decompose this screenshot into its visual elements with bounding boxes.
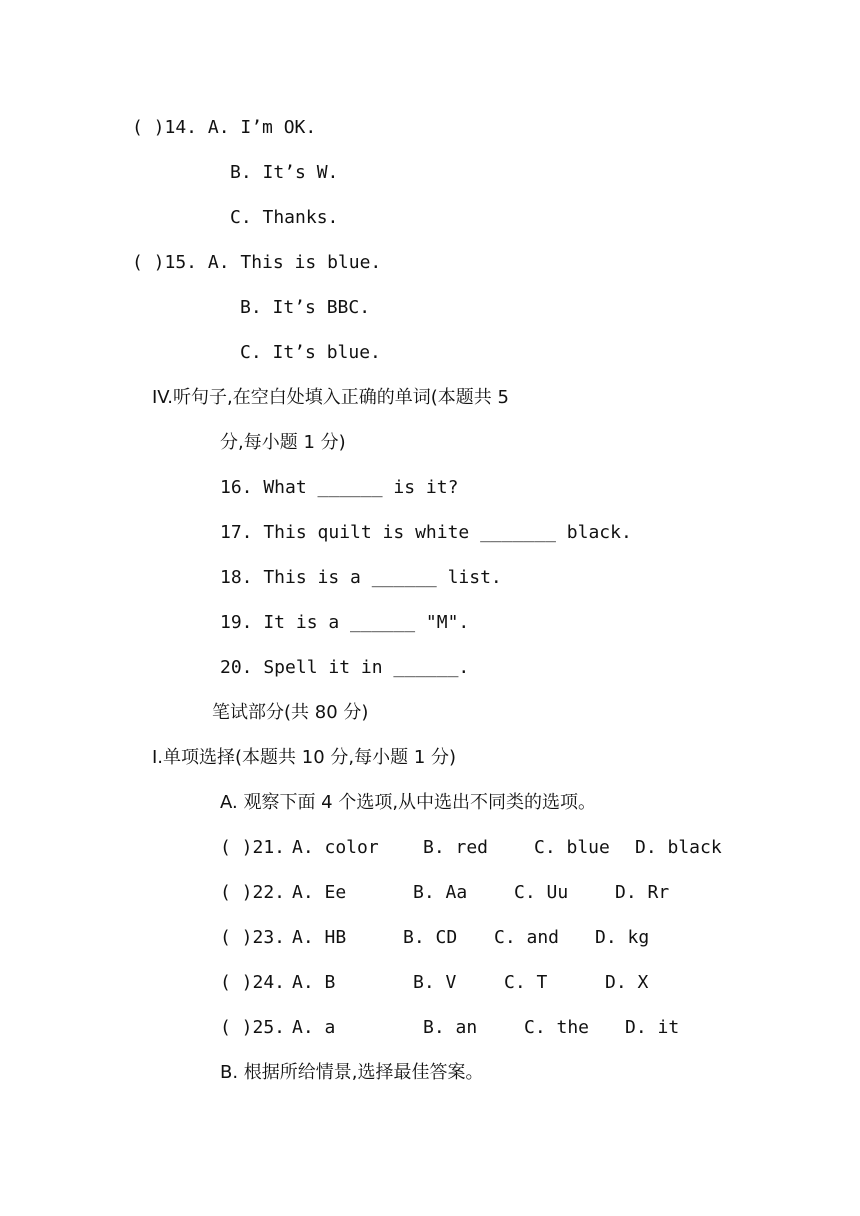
part-a-instruction: A. 观察下面 4 个选项,从中选出不同类的选项。 <box>220 792 597 813</box>
question-14-option-b: B. It’s W. <box>230 162 339 183</box>
question-number: ( )23. <box>220 927 286 948</box>
option-d: D. kg <box>595 927 650 948</box>
option-b: B. Aa <box>413 882 468 903</box>
option-a: A. B <box>292 972 336 993</box>
option-d: D. black <box>635 837 722 858</box>
part-b-instruction: B. 根据所给情景,选择最佳答案。 <box>220 1062 484 1083</box>
fill-blank-item: 18. This is a ______ list. <box>220 567 502 588</box>
question-15-stem: ( )15. A. This is blue. <box>132 252 382 273</box>
option-d: D. it <box>625 1017 680 1038</box>
option-c: C. Uu <box>514 882 569 903</box>
question-number: ( )22. <box>220 882 286 903</box>
section-iv-heading: IV.听句子,在空白处填入正确的单词(本题共 5 <box>152 387 509 408</box>
option-d: D. Rr <box>615 882 670 903</box>
question-14-option-c: C. Thanks. <box>230 207 339 228</box>
question-number: ( )25. <box>220 1017 286 1038</box>
option-a: A. a <box>292 1017 336 1038</box>
fill-blank-item: 19. It is a ______ "M". <box>220 612 470 633</box>
option-c: C. the <box>524 1017 590 1038</box>
option-b: B. CD <box>403 927 458 948</box>
option-d: D. X <box>605 972 649 993</box>
option-a: A. Ee <box>292 882 347 903</box>
option-c: C. T <box>504 972 548 993</box>
option-b: B. an <box>423 1017 478 1038</box>
fill-blank-item: 20. Spell it in ______. <box>220 657 470 678</box>
question-number: ( )24. <box>220 972 286 993</box>
option-c: C. and <box>494 927 560 948</box>
question-14-stem: ( )14. A. I’m OK. <box>132 117 317 138</box>
section-iv-heading-cont: 分,每小题 1 分) <box>220 432 346 453</box>
section-i-heading: I.单项选择(本题共 10 分,每小题 1 分) <box>152 747 457 768</box>
question-15-option-b: B. It’s BBC. <box>240 297 371 318</box>
option-c: C. blue <box>534 837 610 858</box>
fill-blank-item: 17. This quilt is white _______ black. <box>220 522 632 543</box>
option-a: A. HB <box>292 927 347 948</box>
option-b: B. red <box>423 837 489 858</box>
option-b: B. V <box>413 972 457 993</box>
option-a: A. color <box>292 837 379 858</box>
written-part-heading: 笔试部分(共 80 分) <box>212 702 369 723</box>
question-number: ( )21. <box>220 837 286 858</box>
fill-blank-item: 16. What ______ is it? <box>220 477 459 498</box>
question-15-option-c: C. It’s blue. <box>240 342 381 363</box>
